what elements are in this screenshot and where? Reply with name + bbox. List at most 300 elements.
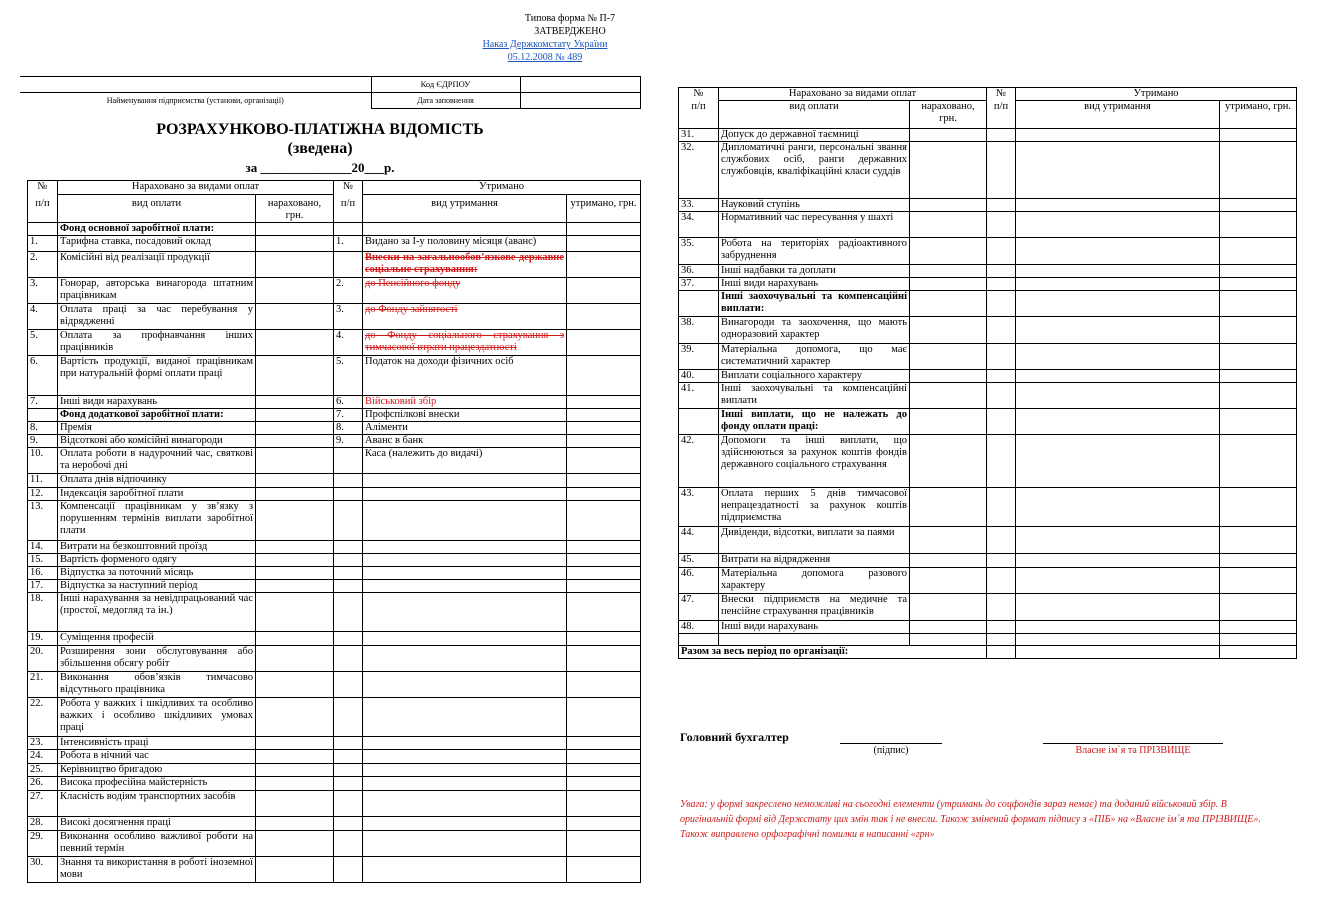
accrued-amount-cell[interactable] bbox=[256, 236, 334, 252]
row-number: 3. bbox=[28, 278, 58, 304]
table-row bbox=[679, 568, 1297, 594]
pay-type-label: Інші види нарахувань bbox=[719, 278, 910, 291]
table-row bbox=[28, 435, 641, 448]
accrued-amount-cell[interactable] bbox=[910, 634, 987, 646]
table-row bbox=[28, 580, 641, 593]
pay-type-label: Допомоги та інші виплати, що здійснюються за рахунок коштів фондів державного соціального страхування bbox=[719, 435, 910, 488]
accrued-amount-cell[interactable] bbox=[256, 474, 334, 488]
withhold-type-label: Профспілкові внески bbox=[363, 409, 567, 422]
section-heading: Фонд основної заробітної плати: bbox=[58, 223, 256, 236]
withhold-type-label bbox=[1016, 238, 1220, 265]
withheld-amount-cell[interactable] bbox=[1220, 265, 1297, 278]
accrued-amount-cell[interactable] bbox=[256, 817, 334, 831]
withhold-number bbox=[334, 580, 363, 593]
withhold-number bbox=[334, 737, 363, 750]
withheld-amount-cell[interactable] bbox=[567, 501, 641, 541]
withhold-number bbox=[987, 344, 1016, 370]
withheld-amount-cell[interactable] bbox=[1220, 278, 1297, 291]
withhold-type-label bbox=[363, 750, 567, 764]
withhold-type-label bbox=[363, 764, 567, 777]
signature-caption: (підпис) bbox=[873, 745, 909, 756]
withhold-number bbox=[987, 594, 1016, 621]
withheld-amount-cell[interactable] bbox=[567, 252, 641, 278]
withhold-type-label bbox=[1016, 212, 1220, 238]
table-row bbox=[28, 474, 641, 488]
withheld-amount-cell[interactable] bbox=[567, 817, 641, 831]
withhold-number: 7. bbox=[334, 409, 363, 422]
row-number: 33. bbox=[679, 199, 719, 212]
row-number: 6. bbox=[28, 356, 58, 396]
withheld-amount-cell[interactable] bbox=[567, 236, 641, 252]
pay-type-label: Інші види нарахувань bbox=[58, 396, 256, 409]
accrued-amount-cell[interactable] bbox=[256, 501, 334, 541]
withheld-amount-cell[interactable] bbox=[1220, 129, 1297, 142]
table-row bbox=[679, 129, 1297, 142]
form-type: Типова форма № П-7 bbox=[524, 13, 616, 24]
pay-type-label: Оплата за профнавчання інших працівників bbox=[58, 330, 256, 356]
fill-date-value[interactable] bbox=[520, 93, 640, 109]
withhold-number: 9. bbox=[334, 435, 363, 448]
row-number: 13. bbox=[28, 501, 58, 541]
accrued-amount-cell[interactable] bbox=[256, 857, 334, 883]
row-number: 39. bbox=[679, 344, 719, 370]
withheld-amount-cell[interactable] bbox=[1220, 142, 1297, 199]
pp-header: п/п bbox=[679, 101, 719, 129]
withheld-amount-cell[interactable] bbox=[567, 567, 641, 580]
table-row bbox=[28, 632, 641, 646]
row-number: 36. bbox=[679, 265, 719, 278]
withhold-number bbox=[334, 791, 363, 817]
accrued-amount-cell[interactable] bbox=[910, 594, 987, 621]
row-number: 38. bbox=[679, 317, 719, 344]
withheld-amount-cell[interactable] bbox=[567, 777, 641, 791]
withheld-amount-cell[interactable] bbox=[567, 435, 641, 448]
accrued-group-header: Нараховано за видами оплат bbox=[719, 88, 987, 101]
order-date-link[interactable]: 05.12.2008 № 489 bbox=[507, 52, 583, 63]
accrued-amount-cell[interactable] bbox=[910, 370, 987, 383]
withheld-amount-cell[interactable] bbox=[567, 278, 641, 304]
accrued-amount-cell[interactable] bbox=[910, 527, 987, 554]
withhold-type-label bbox=[1016, 383, 1220, 409]
table-row bbox=[28, 750, 641, 764]
row-number: 22. bbox=[28, 698, 58, 737]
table-row bbox=[679, 554, 1297, 568]
withhold-number bbox=[987, 199, 1016, 212]
table-row bbox=[28, 567, 641, 580]
table-row bbox=[28, 857, 641, 883]
withhold-type-label: до Фонду зайнятості bbox=[363, 304, 567, 330]
withhold-number bbox=[334, 632, 363, 646]
accrued-amount-cell[interactable] bbox=[910, 278, 987, 291]
withhold-number bbox=[987, 142, 1016, 199]
accrued-amount-cell[interactable] bbox=[256, 831, 334, 857]
withheld-amount-cell[interactable] bbox=[567, 554, 641, 567]
withheld-amount-cell[interactable] bbox=[1220, 554, 1297, 568]
table-row bbox=[28, 223, 641, 236]
withhold-type-label bbox=[1016, 317, 1220, 344]
total-label: Разом за весь період по організації: bbox=[679, 646, 987, 659]
table-row bbox=[679, 212, 1297, 238]
accrued-amount-cell[interactable] bbox=[910, 142, 987, 199]
withhold-number bbox=[987, 621, 1016, 634]
withhold-number bbox=[987, 265, 1016, 278]
accrued-amount-cell[interactable] bbox=[256, 737, 334, 750]
withheld-amount-cell[interactable] bbox=[567, 857, 641, 883]
pay-type-label: Оплата перших 5 днів тимчасової непрацездатності за рахунок коштів підприємства bbox=[719, 488, 910, 527]
withhold-number bbox=[987, 488, 1016, 527]
withheld-amount-cell[interactable] bbox=[567, 356, 641, 396]
accrued-amount-cell[interactable] bbox=[910, 568, 987, 594]
accrued-amount-cell[interactable] bbox=[910, 409, 987, 435]
withhold-type-label bbox=[363, 777, 567, 791]
accrued-amount-cell[interactable] bbox=[256, 632, 334, 646]
table-row bbox=[28, 791, 641, 817]
withhold-type-label bbox=[363, 474, 567, 488]
withhold-number bbox=[334, 764, 363, 777]
pay-type-label: Винагороди та заохочення, що мають одноразовий характер bbox=[719, 317, 910, 344]
withheld-amount-cell[interactable] bbox=[567, 646, 641, 672]
withheld-amount-cell[interactable] bbox=[1220, 317, 1297, 344]
withheld-amount-cell[interactable] bbox=[567, 304, 641, 330]
accrued-amount-cell[interactable] bbox=[256, 764, 334, 777]
withhold-number bbox=[334, 831, 363, 857]
table-row bbox=[28, 554, 641, 567]
withhold-number bbox=[987, 291, 1016, 317]
withheld-amount-cell[interactable] bbox=[1220, 238, 1297, 265]
accrued-amount-cell[interactable] bbox=[256, 646, 334, 672]
withhold-type-label bbox=[1016, 568, 1220, 594]
pay-type-label: Суміщення професій bbox=[58, 632, 256, 646]
row-number: 30. bbox=[28, 857, 58, 883]
withheld-amount-cell[interactable] bbox=[567, 488, 641, 501]
accrued-amount-cell[interactable] bbox=[256, 396, 334, 409]
accrued-amount-cell[interactable] bbox=[256, 435, 334, 448]
withheld-amount-cell[interactable] bbox=[567, 580, 641, 593]
table-row bbox=[28, 817, 641, 831]
withhold-number: 3. bbox=[334, 304, 363, 330]
withhold-type-label bbox=[1016, 265, 1220, 278]
row-number: 25. bbox=[28, 764, 58, 777]
table-row bbox=[679, 621, 1297, 634]
row-number: 21. bbox=[28, 672, 58, 698]
withhold-number bbox=[334, 672, 363, 698]
accrued-amount-cell[interactable] bbox=[910, 488, 987, 527]
withhold-type-label bbox=[363, 593, 567, 632]
withheld-amount-cell[interactable] bbox=[1220, 212, 1297, 238]
withheld-amount-cell[interactable] bbox=[1220, 370, 1297, 383]
withheld-amount-cell[interactable] bbox=[567, 409, 641, 422]
withheld-amount-cell[interactable] bbox=[1220, 344, 1297, 370]
withhold-type-header: вид утримання bbox=[363, 195, 567, 223]
table-row bbox=[28, 672, 641, 698]
withheld-amount-cell[interactable] bbox=[567, 422, 641, 435]
accrued-amount-cell[interactable] bbox=[256, 791, 334, 817]
pay-type-label: Гонорар, авторська винагорода штатним працівникам bbox=[58, 278, 256, 304]
withhold-type-label: до Фонду соціального страхування з тимчасової втрати працездатності bbox=[363, 330, 567, 356]
accrued-amount-cell[interactable] bbox=[256, 330, 334, 356]
right-payroll-table bbox=[678, 87, 1297, 659]
title-period: за ______________20___р. bbox=[245, 160, 395, 175]
pay-type-label: Допуск до державної таємниці bbox=[719, 129, 910, 142]
row-number: 17. bbox=[28, 580, 58, 593]
withhold-number bbox=[987, 527, 1016, 554]
section-heading: Інші виплати, що не належать до фонду оплати праці: bbox=[719, 409, 910, 435]
withheld-amount-cell[interactable] bbox=[1220, 291, 1297, 317]
withheld-group-header: Утримано bbox=[1016, 88, 1297, 101]
withhold-type-label: до Пенсійного фонду bbox=[363, 278, 567, 304]
withheld-amount-cell[interactable] bbox=[567, 750, 641, 764]
pay-type-label: Витрати на відрядження bbox=[719, 554, 910, 568]
row-number: 46. bbox=[679, 568, 719, 594]
withhold-type-label bbox=[363, 554, 567, 567]
pay-type-label: Матеріальна допомога, що має систематичний характер bbox=[719, 344, 910, 370]
accrued-amount-cell[interactable] bbox=[256, 541, 334, 554]
accrued-amount-cell[interactable] bbox=[256, 672, 334, 698]
row-number: 32. bbox=[679, 142, 719, 199]
row-number bbox=[28, 223, 58, 236]
withheld-amount-cell[interactable] bbox=[1220, 594, 1297, 621]
row-number: 44. bbox=[679, 527, 719, 554]
table-row bbox=[679, 383, 1297, 409]
pay-type-label: Інші надбавки та доплати bbox=[719, 265, 910, 278]
accrued-amount-cell[interactable] bbox=[910, 199, 987, 212]
withhold-number bbox=[334, 777, 363, 791]
pay-type-label: Інші заохочувальні та компенсаційні виплати bbox=[719, 383, 910, 409]
signature-line[interactable] bbox=[840, 743, 942, 744]
withhold-number bbox=[987, 554, 1016, 568]
row-number: 43. bbox=[679, 488, 719, 527]
pay-type-label: Оплата роботи в надурочний час, святкові та неробочі дні bbox=[58, 448, 256, 474]
withhold-number bbox=[334, 554, 363, 567]
table-row bbox=[679, 344, 1297, 370]
row-number: 37. bbox=[679, 278, 719, 291]
table-row bbox=[679, 634, 1297, 646]
order-link[interactable]: Наказ Держкомстату України bbox=[482, 39, 608, 50]
table-row bbox=[28, 252, 641, 278]
total-withheld-cell[interactable] bbox=[1220, 646, 1297, 659]
pay-type-label: Індексація заробітної плати bbox=[58, 488, 256, 501]
section-heading: Фонд додаткової заробітної плати: bbox=[58, 409, 256, 422]
row-number: 18. bbox=[28, 593, 58, 632]
accrued-uah-header: нараховано, грн. bbox=[910, 101, 987, 129]
table-row bbox=[28, 304, 641, 330]
withhold-number bbox=[334, 488, 363, 501]
row-number: 31. bbox=[679, 129, 719, 142]
withhold-type-label bbox=[1016, 634, 1220, 646]
withhold-type-label bbox=[363, 737, 567, 750]
withhold-type-label bbox=[1016, 291, 1220, 317]
row-number: 5. bbox=[28, 330, 58, 356]
withheld-amount-cell[interactable] bbox=[567, 737, 641, 750]
withheld-group-header: Утримано bbox=[363, 181, 641, 195]
withheld-amount-cell[interactable] bbox=[567, 474, 641, 488]
withheld-amount-cell[interactable] bbox=[1220, 199, 1297, 212]
accrued-amount-cell[interactable] bbox=[256, 252, 334, 278]
accrued-amount-cell[interactable] bbox=[910, 291, 987, 317]
table-row bbox=[28, 777, 641, 791]
withhold-number bbox=[334, 474, 363, 488]
row-number: 4. bbox=[28, 304, 58, 330]
pay-type-label: Компенсації працівникам у зв’язку з порушенням термінів виплати заробітної плати bbox=[58, 501, 256, 541]
accrued-amount-cell[interactable] bbox=[910, 344, 987, 370]
withheld-amount-cell[interactable] bbox=[567, 541, 641, 554]
accrued-amount-cell[interactable] bbox=[910, 238, 987, 265]
section-heading: Інші заохочувальні та компенсаційні виплати: bbox=[719, 291, 910, 317]
total-row bbox=[679, 646, 1297, 659]
withheld-amount-cell[interactable] bbox=[1220, 488, 1297, 527]
withhold-type-label bbox=[1016, 435, 1220, 488]
pay-type-label: Витрати на безкоштовний проїзд bbox=[58, 541, 256, 554]
withheld-amount-cell[interactable] bbox=[1220, 383, 1297, 409]
withheld-amount-cell[interactable] bbox=[1220, 435, 1297, 488]
table-row bbox=[28, 646, 641, 672]
accrued-amount-cell[interactable] bbox=[910, 554, 987, 568]
withhold-type-label bbox=[363, 488, 567, 501]
table-row bbox=[28, 409, 641, 422]
withheld-amount-cell[interactable] bbox=[567, 791, 641, 817]
accrued-amount-cell[interactable] bbox=[256, 750, 334, 764]
accrued-amount-cell[interactable] bbox=[256, 554, 334, 567]
pay-type-label: Відсоткові або комісійні винагороди bbox=[58, 435, 256, 448]
accrued-amount-cell[interactable] bbox=[910, 212, 987, 238]
withhold-number bbox=[987, 568, 1016, 594]
pay-type-label: Знання та використання в роботі іноземної мови bbox=[58, 857, 256, 883]
withhold-number: 6. bbox=[334, 396, 363, 409]
accrued-amount-cell[interactable] bbox=[910, 621, 987, 634]
withheld-amount-cell[interactable] bbox=[1220, 634, 1297, 646]
pay-type-label: Класність водіям транспортних засобів bbox=[58, 791, 256, 817]
pay-type-label: Керівництво бригадою bbox=[58, 764, 256, 777]
accrued-amount-cell[interactable] bbox=[256, 223, 334, 236]
row-number: 27. bbox=[28, 791, 58, 817]
withheld-amount-cell[interactable] bbox=[1220, 568, 1297, 594]
withheld-amount-cell[interactable] bbox=[567, 223, 641, 236]
accrued-amount-cell[interactable] bbox=[910, 435, 987, 488]
withhold-type-label bbox=[363, 646, 567, 672]
withheld-amount-cell[interactable] bbox=[567, 698, 641, 737]
accrued-amount-cell[interactable] bbox=[256, 409, 334, 422]
withhold-type-label bbox=[1016, 594, 1220, 621]
withhold-type-label bbox=[363, 632, 567, 646]
withhold-number bbox=[334, 817, 363, 831]
edrpou-value[interactable] bbox=[520, 77, 640, 93]
pay-type-label: Матеріальна допомога разового характеру bbox=[719, 568, 910, 594]
accrued-group-header: Нараховано за видами оплат bbox=[58, 181, 334, 195]
withheld-amount-cell[interactable] bbox=[1220, 409, 1297, 435]
accrued-amount-cell[interactable] bbox=[256, 580, 334, 593]
withheld-amount-cell[interactable] bbox=[567, 831, 641, 857]
withhold-type-label bbox=[363, 698, 567, 737]
withheld-amount-cell[interactable] bbox=[567, 330, 641, 356]
organization-box bbox=[20, 76, 641, 109]
accrued-amount-cell[interactable] bbox=[256, 593, 334, 632]
pay-type-label: Інші нарахування за невідпрацьований час (простої, медогляд та ін.) bbox=[58, 593, 256, 632]
withhold-number bbox=[987, 634, 1016, 646]
row-number: 7. bbox=[28, 396, 58, 409]
table-row bbox=[679, 199, 1297, 212]
row-number bbox=[28, 409, 58, 422]
row-number: 9. bbox=[28, 435, 58, 448]
table-row bbox=[679, 278, 1297, 291]
withheld-amount-cell[interactable] bbox=[1220, 527, 1297, 554]
accrued-amount-cell[interactable] bbox=[256, 278, 334, 304]
pay-type-label: Нормативний час пересування у шахті bbox=[719, 212, 910, 238]
name-line[interactable] bbox=[1043, 743, 1223, 744]
withheld-amount-cell[interactable] bbox=[567, 764, 641, 777]
row-number bbox=[679, 291, 719, 317]
withheld-amount-cell[interactable] bbox=[1220, 621, 1297, 634]
pay-type-label: Робота на територіях радіоактивного забруднення bbox=[719, 238, 910, 265]
accrued-amount-cell[interactable] bbox=[256, 777, 334, 791]
row-number: 2. bbox=[28, 252, 58, 278]
accrued-amount-cell[interactable] bbox=[256, 448, 334, 474]
withhold-type-label bbox=[1016, 129, 1220, 142]
table-row bbox=[28, 356, 641, 396]
withhold-type-label: Аліменти bbox=[363, 422, 567, 435]
row-number: 8. bbox=[28, 422, 58, 435]
withhold-number bbox=[334, 252, 363, 278]
pay-type-header: вид оплати bbox=[719, 101, 910, 129]
accrued-amount-cell[interactable] bbox=[910, 129, 987, 142]
withhold-number bbox=[334, 646, 363, 672]
withhold-number bbox=[987, 212, 1016, 238]
withhold-number bbox=[334, 541, 363, 554]
withheld-amount-cell[interactable] bbox=[567, 672, 641, 698]
accrued-amount-cell[interactable] bbox=[256, 422, 334, 435]
table-row bbox=[28, 764, 641, 777]
withhold-number bbox=[334, 501, 363, 541]
pay-type-label: Оплата праці за час перебування у відрядженні bbox=[58, 304, 256, 330]
pay-type-label: Робота в нічний час bbox=[58, 750, 256, 764]
pay-type-label: Відпустка за поточний місяць bbox=[58, 567, 256, 580]
withhold-number bbox=[987, 435, 1016, 488]
withhold-number bbox=[987, 238, 1016, 265]
accrued-amount-cell[interactable] bbox=[256, 356, 334, 396]
accrued-amount-cell[interactable] bbox=[910, 383, 987, 409]
accrued-amount-cell[interactable] bbox=[910, 317, 987, 344]
withhold-type-label bbox=[1016, 409, 1220, 435]
pay-type-label: Інші види нарахувань bbox=[719, 621, 910, 634]
withheld-amount-cell[interactable] bbox=[567, 448, 641, 474]
left-payroll-table bbox=[27, 180, 641, 883]
row-number: 48. bbox=[679, 621, 719, 634]
withhold-number: 5. bbox=[334, 356, 363, 396]
table-row bbox=[679, 409, 1297, 435]
pay-type-label: Виконання обов’язків тимчасово відсутнього працівника bbox=[58, 672, 256, 698]
row-number: 26. bbox=[28, 777, 58, 791]
withheld-amount-cell[interactable] bbox=[567, 632, 641, 646]
accrued-amount-cell[interactable] bbox=[910, 265, 987, 278]
order-reference bbox=[455, 38, 635, 64]
table-row bbox=[28, 501, 641, 541]
pay-type-label: Оплата днів відпочинку bbox=[58, 474, 256, 488]
accrued-amount-cell[interactable] bbox=[256, 567, 334, 580]
pay-type-label: Вартість продукції, виданої працівникам при натуральній формі оплати праці bbox=[58, 356, 256, 396]
pay-type-header: вид оплати bbox=[58, 195, 256, 223]
name-caption: Власне ім`я та ПРІЗВИЩЕ bbox=[1075, 745, 1191, 756]
withhold-number bbox=[334, 698, 363, 737]
accrued-amount-cell[interactable] bbox=[256, 698, 334, 737]
withhold-number: 2. bbox=[334, 278, 363, 304]
withheld-amount-cell[interactable] bbox=[567, 396, 641, 409]
accrued-amount-cell[interactable] bbox=[256, 488, 334, 501]
accrued-amount-cell[interactable] bbox=[256, 304, 334, 330]
row-number: 19. bbox=[28, 632, 58, 646]
withheld-amount-cell[interactable] bbox=[567, 593, 641, 632]
table-row bbox=[679, 370, 1297, 383]
total-cell bbox=[987, 646, 1016, 659]
row-number bbox=[679, 409, 719, 435]
